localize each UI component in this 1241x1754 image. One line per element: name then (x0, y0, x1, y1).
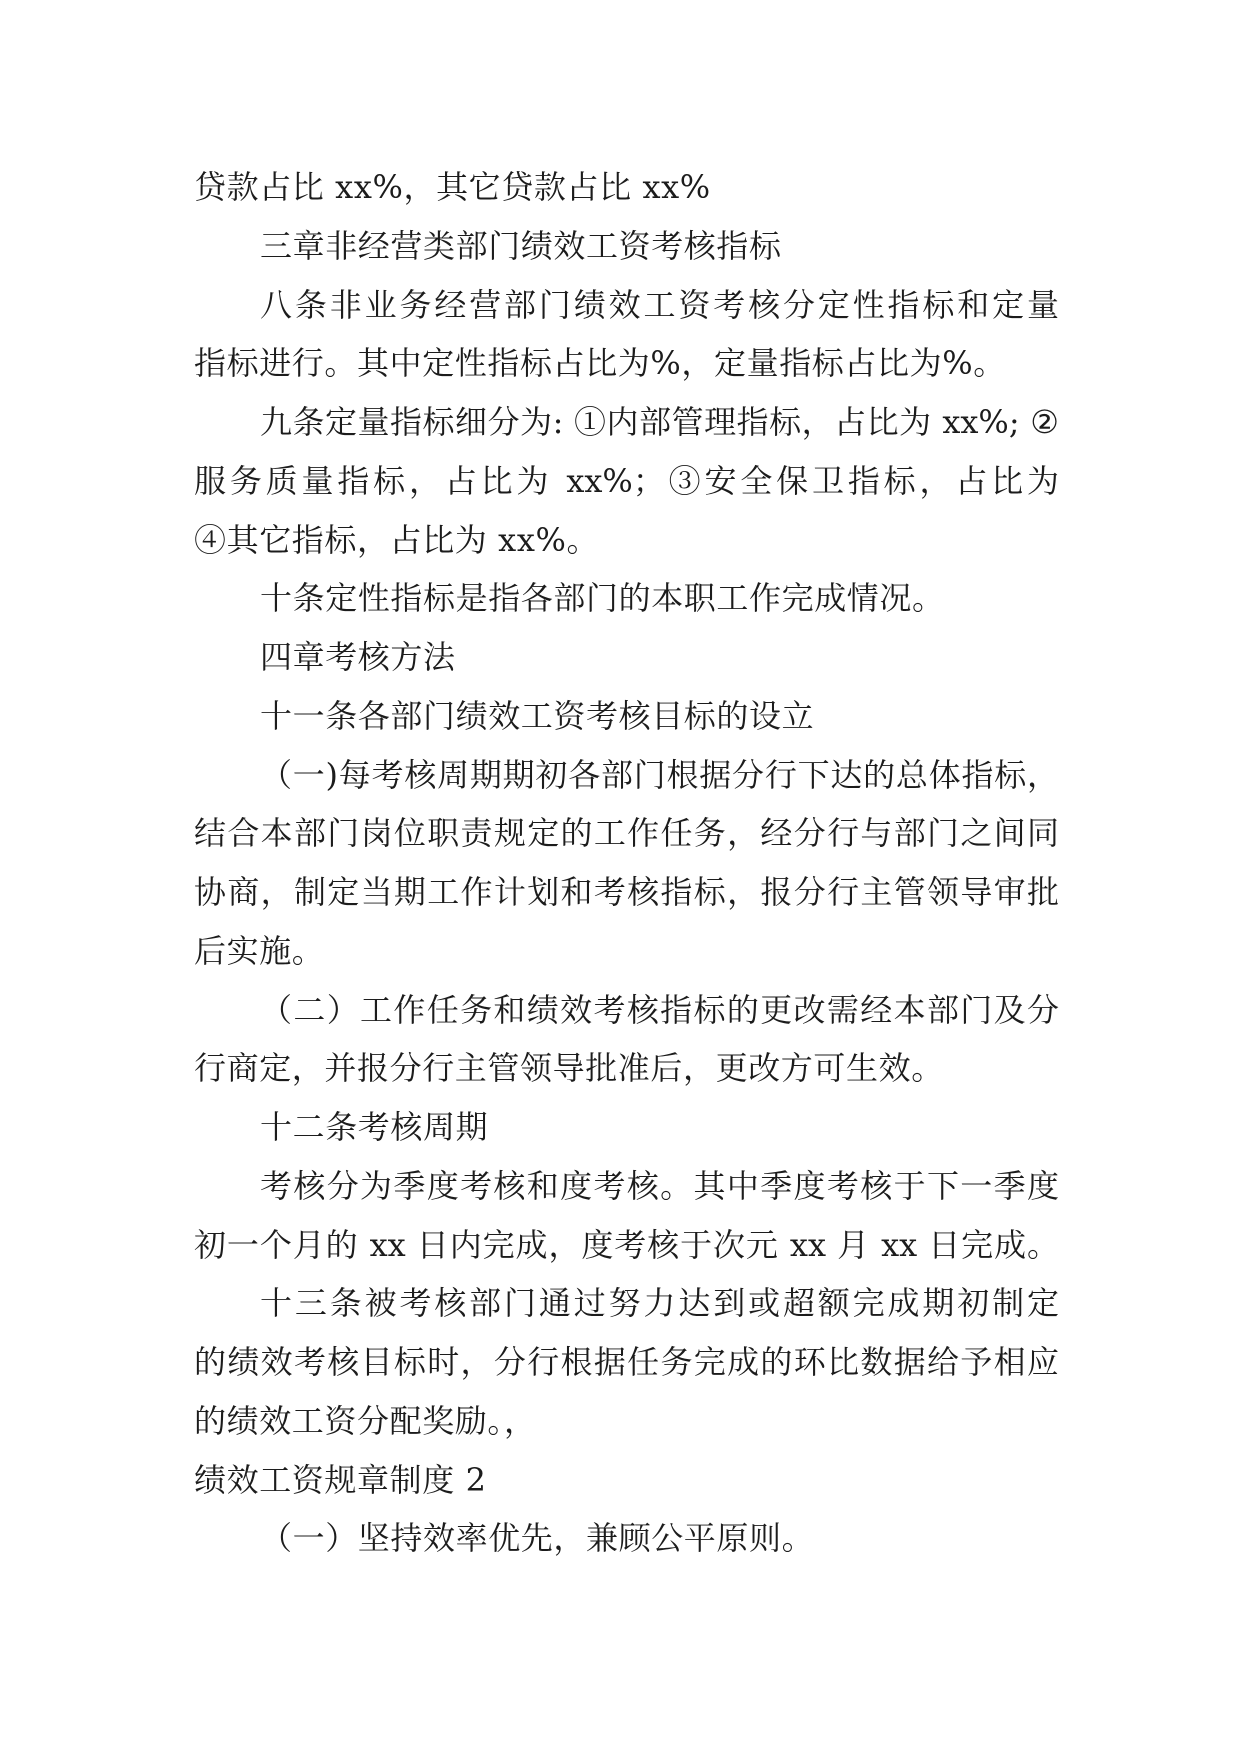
paragraph-line: 初一个月的 xx 日内完成，度考核于次元 xx 月 xx 日完成。 (194, 1225, 1059, 1264)
clause-line: 结合本部门岗位职责规定的工作任务，经分行与部门之间同 (194, 814, 1059, 853)
article-line: 服务质量指标，占比为 xx%；③安全保卫指标，占比为 (194, 461, 1059, 500)
article-line: 的绩效工资分配奖励。， (194, 1401, 537, 1440)
clause-line: （二）工作任务和绩效考核指标的更改需经本部门及分 (260, 990, 1059, 1029)
article-line: 八条非业务经营部门绩效工资考核分定性指标和定量 (260, 285, 1059, 324)
principle-line: （一）坚持效率优先，兼顾公平原则。 (260, 1519, 815, 1558)
article-line: ④其它指标，占比为 xx%。 (194, 520, 600, 559)
paragraph-line: 考核分为季度考核和度考核。其中季度考核于下一季度 (260, 1166, 1059, 1205)
document-body (194, 158, 1059, 1568)
article-line: 指标进行。其中定性指标占比为%，定量指标占比为%。 (194, 344, 1006, 383)
article-heading: 十一条各部门绩效工资考核目标的设立 (260, 696, 815, 735)
chapter-heading: 四章考核方法 (260, 638, 456, 676)
clause-line: 后实施。 (194, 931, 325, 970)
article-heading: 十二条考核周期 (260, 1108, 489, 1146)
section-title: 绩效工资规章制度 2 (194, 1460, 487, 1499)
article-line: 的绩效考核目标时，分行根据任务完成的环比数据给予相应 (194, 1343, 1059, 1381)
paragraph-line: 贷款占比 xx%，其它贷款占比 xx% (194, 168, 711, 206)
clause-line: 协商，制定当期工作计划和考核指标，报分行主管领导审批 (194, 873, 1059, 911)
chapter-heading: 三章非经营类部门绩效工资考核指标 (260, 226, 782, 265)
article-line: 九条定量指标细分为: ①内部管理指标，占比为 xx%; ② (260, 403, 1059, 441)
article-line: 十条定性指标是指各部门的本职工作完成情况。 (260, 579, 945, 618)
clause-line: （一)每考核周期期初各部门根据分行下达的总体指标， (260, 755, 1059, 794)
clause-line: 行商定，并报分行主管领导批准后，更改方可生效。 (194, 1049, 944, 1088)
article-line: 十三条被考核部门通过努力达到或超额完成期初制定 (260, 1284, 1059, 1323)
